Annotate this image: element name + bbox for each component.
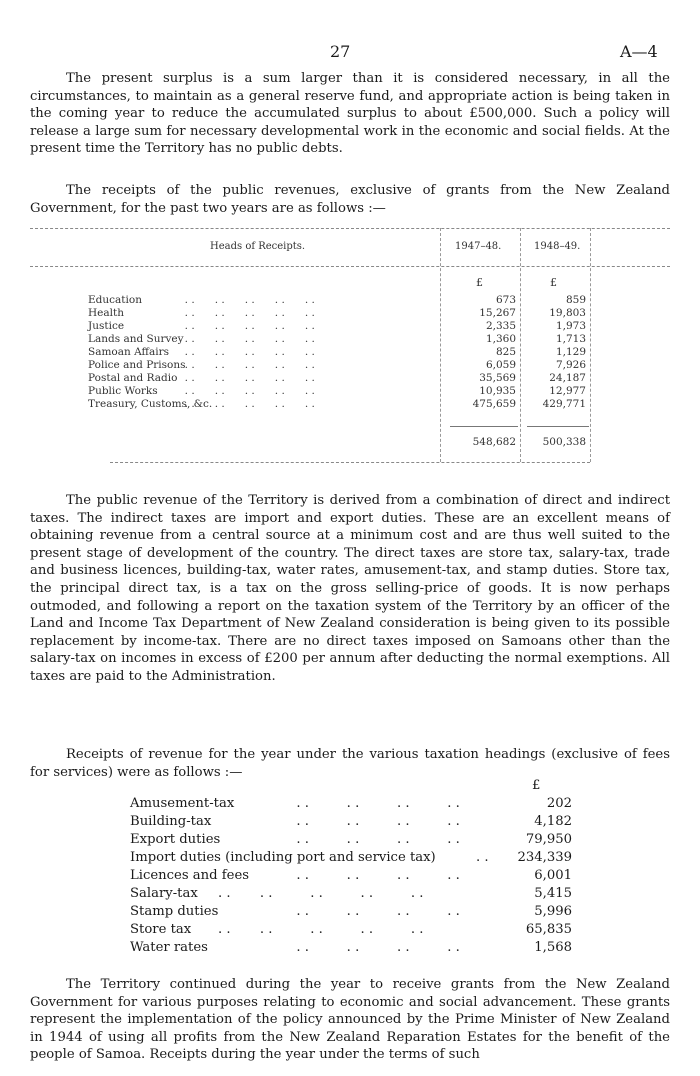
paragraph-surplus: The present surplus is a sum larger than it is considered necessary, in all the circumstances, to maintain as a general reserve fund, and appropriate action is being taken in the coming year to reduce the accumulated surplus to about £500,000. Such a policy will release a large sum for necessary developmental work in the economic and social fields. At the present time the Territory has no public debts. <box>30 71 670 157</box>
receipt-head: Education <box>88 294 142 306</box>
tax-amount: 5,415 <box>534 886 572 901</box>
list-item: Import duties (including port and service tax) . . 234,339 <box>130 850 572 865</box>
receipt-1947-48: 10,935 <box>479 385 516 397</box>
receipts-table <box>30 222 670 466</box>
currency-symbol: £ <box>476 276 483 289</box>
receipt-head: Police and Prisons <box>88 359 186 371</box>
table-rule <box>30 266 670 267</box>
receipt-1947-48: 1,360 <box>485 333 516 345</box>
list-item: Licences and fees . . . . . . . . 6,001 <box>130 868 572 883</box>
list-item: Water rates . . . . . . . . 1,568 <box>130 940 572 955</box>
table-row: Education . . . . . . . . . . 673 859 <box>88 294 586 306</box>
receipt-head: Health <box>88 307 124 319</box>
table-row: Police and Prisons . . . . . . . . . . 6,059 7,926 <box>88 359 586 371</box>
table-row: Treasury, Customs, &c. . . . . . . . . . . 475,659 429,771 <box>88 398 586 410</box>
tax-amount: 65,835 <box>525 922 572 937</box>
receipt-head: Lands and Survey <box>88 333 184 345</box>
paragraph-taxation-intro: Receipts of revenue for the year under the various taxation headings (exclusive of fees for services) were as follows :— <box>30 747 670 780</box>
total-rule <box>450 426 518 427</box>
tax-heading: Water rates <box>130 940 208 955</box>
receipt-1948-49: 429,771 <box>542 398 586 410</box>
tax-amount: 4,182 <box>534 814 572 829</box>
column-header-1948-49: 1948–49. <box>534 241 581 252</box>
table-row: Public Works . . . . . . . . . . 10,935 12,977 <box>88 385 586 397</box>
receipt-1948-49: 1,129 <box>555 346 586 358</box>
tax-amount: 202 <box>546 796 572 811</box>
receipt-1947-48: 475,659 <box>472 398 516 410</box>
tax-amount: 234,339 <box>517 850 572 865</box>
column-header-1947-48: 1947–48. <box>455 241 502 252</box>
table-row: Health . . . . . . . . . . 15,267 19,803 <box>88 307 586 319</box>
table-rule <box>30 228 670 229</box>
tax-heading: Store tax <box>130 922 192 937</box>
tax-heading: Salary-tax <box>130 886 198 901</box>
tax-heading: Licences and fees <box>130 868 250 883</box>
receipt-1948-49: 1,973 <box>555 320 586 332</box>
paragraph-receipts-intro: The receipts of the public revenues, exclusive of grants from the New Zealand Government, for the past two years are as follows :— <box>30 183 670 216</box>
list-item: Salary-tax . . . . . . . . . . 5,415 <box>130 886 572 901</box>
table-row: Justice . . . . . . . . . . 2,335 1,973 <box>88 320 586 332</box>
receipt-1948-49: 859 <box>565 294 586 306</box>
receipt-head: Treasury, Customs, &c. <box>88 398 213 410</box>
table-row: Postal and Radio . . . . . . . . . . 35,569 24,187 <box>88 372 586 384</box>
tax-amount: 6,001 <box>534 868 572 883</box>
list-item: Amusement-tax . . . . . . . . 202 <box>130 796 572 811</box>
table-rule <box>110 462 590 463</box>
receipt-head: Postal and Radio <box>88 372 178 384</box>
tax-amount: 1,568 <box>534 940 572 955</box>
receipt-1948-49: 12,977 <box>549 385 586 397</box>
total-1948-49: 500,338 <box>542 436 586 448</box>
total-1947-48: 548,682 <box>472 436 516 448</box>
list-item: Export duties . . . . . . . . 79,950 <box>130 832 572 847</box>
receipt-1947-48: 35,569 <box>479 372 516 384</box>
currency-symbol: £ <box>532 778 541 793</box>
tax-heading: Stamp duties <box>130 904 219 919</box>
tax-amount: 79,950 <box>525 832 572 847</box>
paragraph-public-revenue: The public revenue of the Territory is derived from a combination of direct and indirect taxes. The indirect taxes are import and export duties. These are an excellent means of obtaining revenue from a central source at a minimum cost and are thus well suited to the present stage of development of the country. The direct taxes are store tax, salary-tax, trade and business licences, building-tax, water rates, amusement-tax, and stamp duties. Store tax, the principal direct tax, is a tax on the gross selling-price of goods. It is now perhaps outmoded, and following a report on the taxation system of the Territory by an officer of the Land and Income Tax Department of New Zealand consideration is being given to its possible replacement by income-tax. There are no direct taxes imposed on Samoans other than the salary-tax on incomes in excess of £200 per annum after deducting the normal exemptions. All taxes are paid to the Administration. <box>30 493 670 684</box>
column-header-heads: Heads of Receipts. <box>210 241 306 252</box>
list-item: Stamp duties . . . . . . . . 5,996 <box>130 904 572 919</box>
tax-heading: Export duties <box>130 832 221 847</box>
tax-heading: Import duties (including port and service tax) <box>130 850 436 865</box>
receipt-1948-49: 1,713 <box>555 333 586 345</box>
tax-amount: 5,996 <box>534 904 572 919</box>
currency-symbol: £ <box>550 276 557 289</box>
total-rule <box>527 426 589 427</box>
tax-heading: Amusement-tax <box>130 796 235 811</box>
list-item: Store tax . . . . . . . . . . 65,835 <box>130 922 572 937</box>
receipt-head: Public Works <box>88 385 158 397</box>
receipt-1948-49: 24,187 <box>549 372 586 384</box>
receipt-head: Samoan Affairs <box>88 346 169 358</box>
page-number: 27 <box>330 42 351 61</box>
receipt-1947-48: 673 <box>495 294 516 306</box>
receipt-1948-49: 19,803 <box>549 307 586 319</box>
tax-heading: Building-tax <box>130 814 212 829</box>
table-row: Samoan Affairs . . . . . . . . . . 825 1,129 <box>88 346 586 358</box>
document-reference: A—4 <box>620 42 658 61</box>
receipt-1947-48: 2,335 <box>485 320 516 332</box>
receipt-1947-48: 825 <box>495 346 516 358</box>
receipt-1947-48: 6,059 <box>485 359 516 371</box>
receipt-1948-49: 7,926 <box>555 359 586 371</box>
receipt-head: Justice <box>88 320 125 332</box>
list-item: Building-tax . . . . . . . . 4,182 <box>130 814 572 829</box>
table-row: Lands and Survey . . . . . . . . . . 1,360 1,713 <box>88 333 586 345</box>
paragraph-grants: The Territory continued during the year to receive grants from the New Zealand Government for various purposes relating to economic and social advancement. These grants represent the implementation of the policy announced by the Prime Minister of New Zealand in 1944 of using all profits from the New Zealand Reparation Estates for the benefit of the people of Samoa. Receipts during the year under the terms of such <box>30 977 670 1063</box>
receipt-1947-48: 15,267 <box>479 307 516 319</box>
